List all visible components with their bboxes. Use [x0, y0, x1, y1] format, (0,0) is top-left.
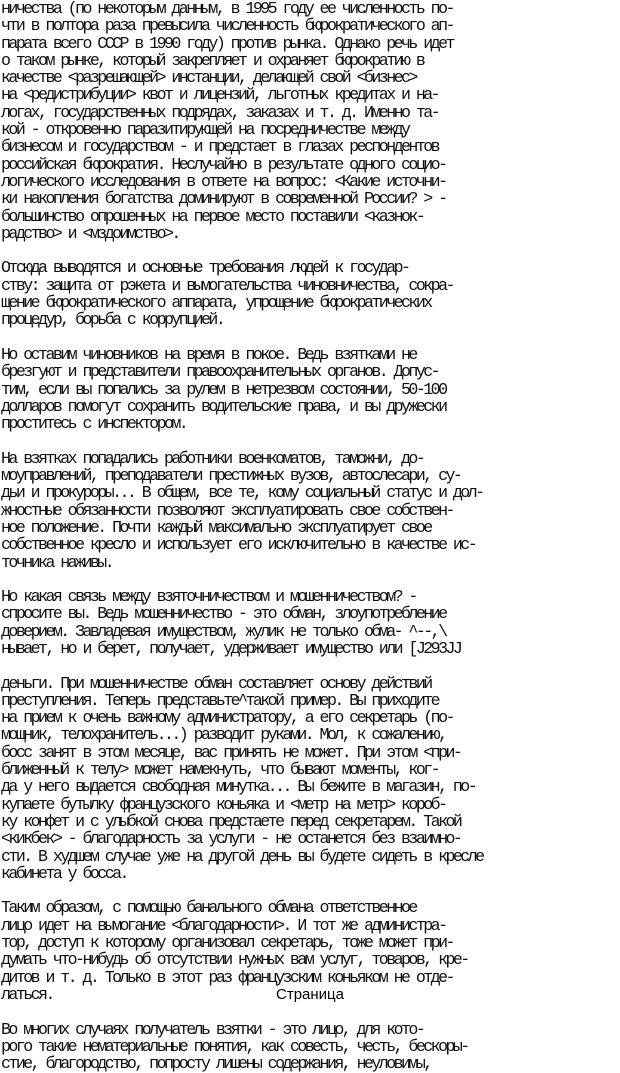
- text-line: думать что-нибудь об отсутствии нужных вам услуг, товаров, кре-: [1, 950, 468, 970]
- text-line: Но оставим чиновников на время в покое. Ведь взятками не: [1, 344, 416, 364]
- text-line: качестве <разрешающей> инстанции, делающей свой <бизнес>: [1, 68, 416, 88]
- text-line: На взятках попадались работники военкоматов, таможни, до-: [1, 448, 424, 468]
- text-line: радство> и <мздоимство>.: [1, 223, 179, 243]
- text-line: рого такие нематериальные понятия, как совесть, честь, бескоры-: [1, 1036, 468, 1056]
- text-line: сти. В худшем случае уже на другой день вы будете сидеть в кресле: [1, 846, 483, 866]
- text-line: ки накопления богатства доминируют в современной России? > -: [1, 189, 446, 209]
- paragraph: [1, 346, 619, 432]
- text-line: собственное кресло и использует его исключительно в качестве ис-: [1, 535, 476, 555]
- text-line: долларов помогут сохранить водительские права, и вы дружески: [1, 396, 446, 416]
- text-line: кой - откровенно паразитирующей на посредничестве между: [1, 120, 409, 140]
- text-line: деньги. При мошенничестве обман составляет основу действий: [1, 673, 431, 693]
- text-line: жностные обязанности позволяют эксплуатировать свое собствен-: [1, 500, 453, 520]
- paragraph: [1, 259, 619, 328]
- text-line: ничества (по некоторым данным, в 1995 году ее численность по-: [1, 0, 453, 18]
- paragraph: [1, 1021, 619, 1073]
- text-line: доверием. Завладевая имуществом, жулик не только обма- ^--,\: [1, 621, 446, 641]
- text-line: Отсюда выводятся и основные требования людей к государ-: [1, 258, 409, 278]
- text-line: тим, если вы попались за рулем в нетрезвом состоянии, 50-100: [1, 379, 446, 399]
- paragraph-gap: [1, 242, 619, 259]
- text-line: проститесь с инспектором.: [1, 414, 187, 434]
- text-line: бизнесом и государством - и предстает в глазах респондентов: [1, 137, 439, 157]
- paragraph: [1, 588, 619, 657]
- text-line: щение бюрократического аппарата, упрощение бюрократических: [1, 293, 431, 313]
- text-line: большинство опрошенных на первое место поставили <казнок-: [1, 206, 424, 226]
- text-line: брезгуют и представители правоохранительных органов. Допус-: [1, 362, 439, 382]
- paragraph-gap: [1, 432, 619, 449]
- paragraph-gap: [1, 657, 619, 674]
- text-line: спросите вы. Ведь мошенничество - это обман, злоупотребление: [1, 604, 446, 624]
- text-line: лицо идет на вымогание <благодарности>. И тот же администра-: [1, 915, 446, 935]
- paragraph-gap: [1, 882, 619, 899]
- text-line: мощник, телохранитель...) разводит руками. Мол, к сожалению,: [1, 725, 446, 745]
- text-line: логического исследования в ответе на вопрос: <Какие источни-: [1, 171, 446, 191]
- text-line: ное положение. Почти каждый максимально эксплуатирует свое: [1, 517, 431, 537]
- text-line: латься.: [1, 984, 53, 1004]
- text-line: на <редистрибуции> квот и лицензий, льготных кредитах и на-: [1, 85, 439, 105]
- text-line: преступления. Теперь представьте^такой пример. Вы приходите: [1, 690, 439, 710]
- text-line: логах, государственных подрядах, заказах и т. д. Именно та-: [1, 102, 439, 122]
- text-line: стие, благородство, попросту лишены содержания, неуловимы,: [1, 1054, 431, 1073]
- text-line: точника наживы.: [1, 552, 113, 572]
- text-line: чти в полтора раза превысила численность бюрократического ап-: [1, 16, 453, 36]
- text-line: <кикбек> - благодарность за услуги - не останется без взаимно-: [1, 829, 461, 849]
- paragraph: [1, 450, 619, 571]
- text-line: парата всего СССР в 1990 году) против рынка. Однако речь идет: [1, 33, 453, 53]
- text-line: тор, доступ к которому организовал секретарь, тоже может при-: [1, 933, 453, 953]
- text-line: на прием к очень важному администратору, а его секретарь (по-: [1, 708, 453, 728]
- document-page: [1, 0, 619, 1073]
- text-line: ству: защита от рэкета и вымогательства чиновничества, сокра-: [1, 275, 453, 295]
- paragraph: [1, 0, 619, 242]
- text-line: дитов и т. д. Только в этот раз французским коньяком не отде-: [1, 967, 453, 987]
- text-line: моуправлений, преподаватели престижных вузов, автослесари, су-: [1, 466, 461, 486]
- text-line: российская бюрократия. Неслучайно в результате одного социо-: [1, 154, 446, 174]
- text-line: ку конфет и с улыбкой снова предстаете перед секретарем. Такой: [1, 811, 461, 831]
- text-line: о таком рынке, который закрепляет и охраняет бюрократию в: [1, 50, 424, 70]
- paragraph: [1, 675, 619, 883]
- text-line: купаете бутылку французского коньяка и <метр на метр> короб-: [1, 794, 446, 814]
- text-line: да у него выдается свободная минутка... Вы бежите в магазин, по-: [1, 777, 476, 797]
- text-line: дьи и прокуроры... В общем, все те, кому социальный статус и дол-: [1, 483, 483, 503]
- text-line: босс занят в этом месяце, вас принять не может. При этом <при-: [1, 742, 461, 762]
- text-line: нывает, но и берет, получает, удерживает имущество или [J293JJ: [1, 638, 461, 658]
- text-line: Таким образом, с помощью банального обмана ответственное: [1, 898, 416, 918]
- text-line: Во многих случаях получатель взятки - это лицо, для кото-: [1, 1019, 424, 1039]
- text-line: ближенный к телу> может намекнуть, что бывают моменты, ког-: [1, 760, 439, 780]
- page-footer: Страница: [276, 986, 344, 1003]
- paragraph-gap: [1, 329, 619, 346]
- paragraph-gap: [1, 571, 619, 588]
- text-line: кабинета у босса.: [1, 863, 127, 883]
- text-line: процедур, борьба с коррупцией.: [1, 310, 224, 330]
- text-line: Но какая связь между взяточничеством и мошенничеством? -: [1, 587, 416, 607]
